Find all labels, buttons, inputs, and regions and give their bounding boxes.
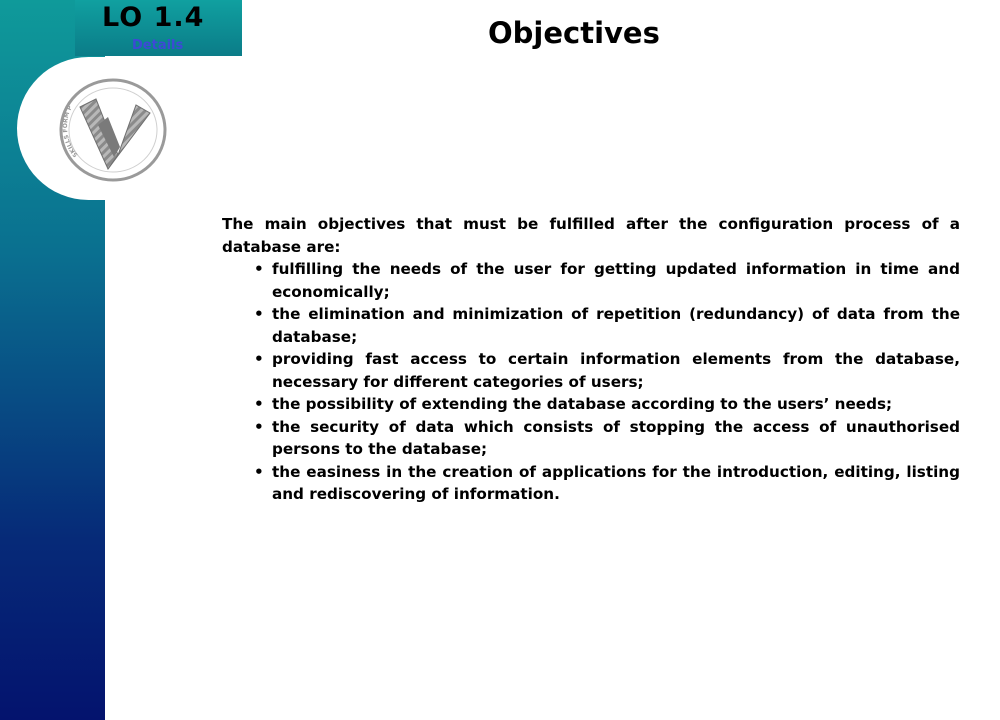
bullet-icon: • [254,462,264,481]
list-item: • providing fast access to certain information elements from the database, necessary for different categories of users; [254,350,960,391]
bullet-icon: • [254,395,264,413]
objectives-body [222,213,960,506]
objectives-list [222,258,960,506]
list-item: • the elimination and minimization of repetition (redundancy) of data from the database; [254,305,960,346]
intro-paragraph: The main objectives that must be fulfilled after the configuration process of a database are: [222,215,960,256]
lo-code: LO 1.4 [102,2,205,33]
bullet-icon: • [254,260,264,278]
list-item: • fulfilling the needs of the user for getting updated information in time and economically; [254,260,960,301]
list-item: • the possibility of extending the database according to the users’ needs; [272,393,960,416]
logo-ring-text: SKILLS FORM P [62,104,80,159]
list-item: • the easiness in the creation of applications for the introduction, editing, listing and rediscovering of information. [254,462,960,503]
details-link[interactable]: Details [132,38,184,53]
v-letter-logo-icon [58,77,168,183]
bullet-icon: • [254,417,264,436]
page-title: Objectives [488,16,660,50]
list-item: • the security of data which consists of stopping the access of unauthorised persons to the database; [254,417,960,458]
bullet-icon: • [254,305,264,323]
bullet-icon: • [254,350,264,368]
